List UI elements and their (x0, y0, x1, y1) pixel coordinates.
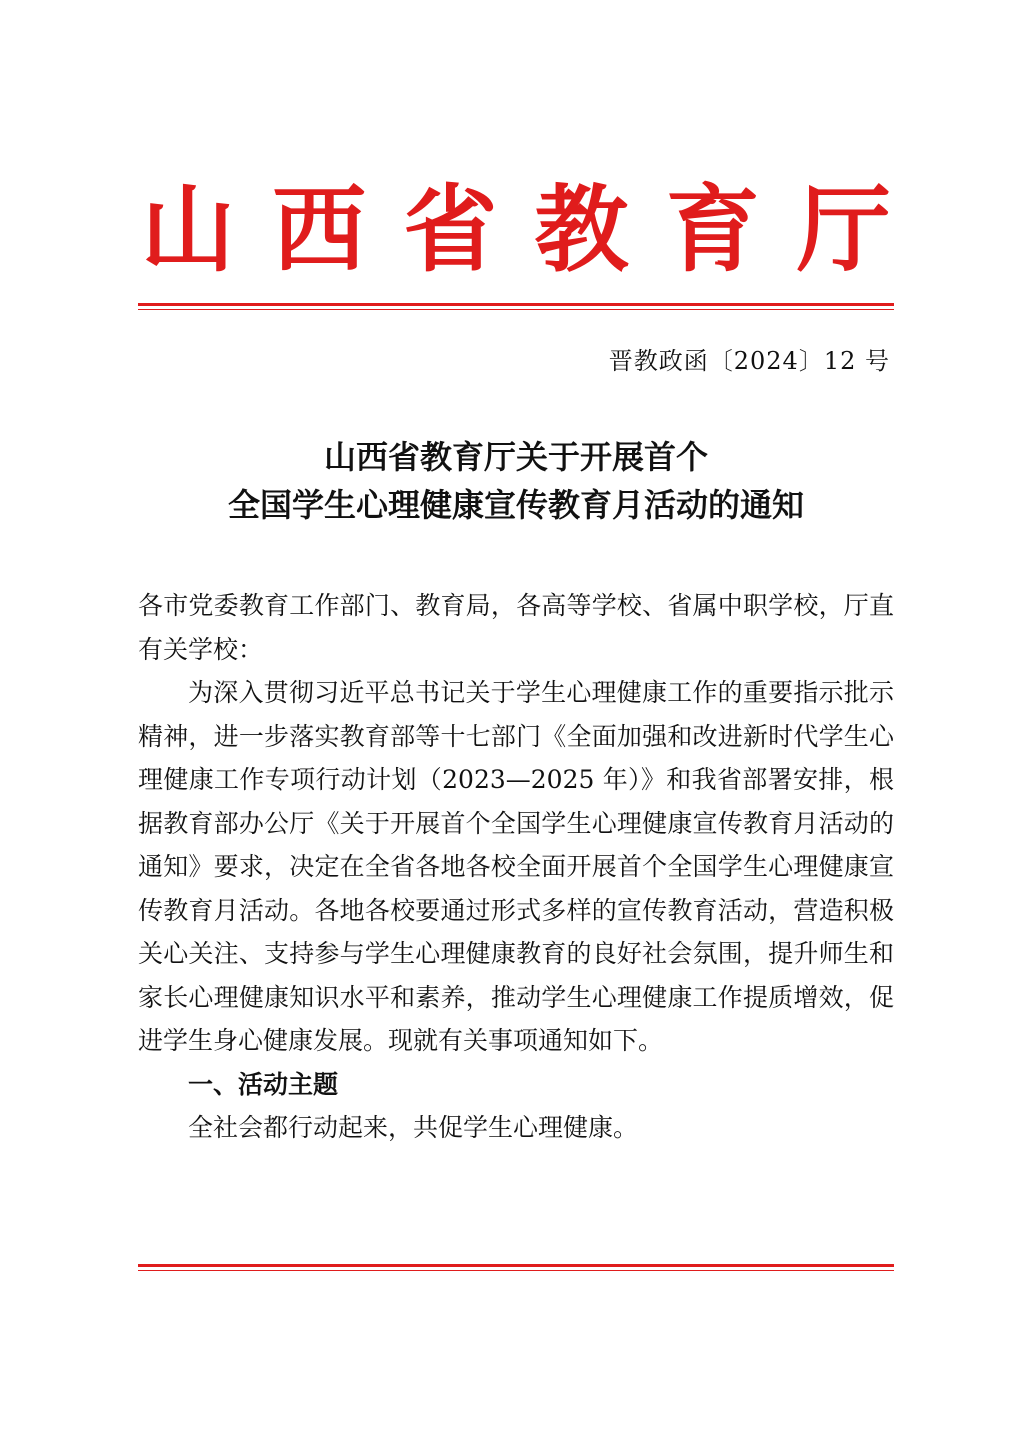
recipients: 各市党委教育工作部门、教育局，各高等学校、省属中职学校，厅直有关学校： (138, 591, 894, 664)
masthead-char: 西 (272, 175, 367, 285)
footer-divider (138, 1264, 894, 1271)
masthead-char: 山 (140, 175, 235, 285)
header-divider-thick (138, 303, 894, 306)
masthead-char: 厅 (796, 175, 891, 285)
title-line-1: 山西省教育厅关于开展首个 (323, 438, 708, 476)
issuer-masthead (138, 175, 894, 285)
footer-divider-thick (138, 1264, 894, 1267)
masthead-char: 省 (403, 175, 498, 285)
document-body (138, 584, 894, 1150)
masthead-char: 教 (534, 175, 629, 285)
header-divider (138, 303, 894, 310)
title-line-2: 全国学生心理健康宣传教育月活动的通知 (227, 486, 804, 524)
footer-divider-thin (138, 1270, 894, 1271)
document-number: 晋教政函〔2024〕12 号 (608, 347, 890, 375)
body-paragraph-1: 为深入贯彻习近平总书记关于学生心理健康工作的重要指示批示精神，进一步落实教育部等十七部门《全面加强和改进新时代学生心理健康工作专项行动计划（2023—2025 年）》和我省部署安排，根据教育部办公厅《关于开展首个全国学生心理健康宣传教育月活动的通知》要求，决定在全省各地各校全面开展首个全国学生心理健康宣传教育月活动。各地各校要通过形式多样的宣传教育活动，营造积极关心关注、支持参与学生心理健康教育的良好社会氛围，提升师生和家长心理健康知识水平和素养，推动学生心理健康工作提质增效，促进学生身心健康发展。现就有关事项通知如下。 (138, 678, 894, 1055)
section-heading-1: 一、活动主题 (188, 1069, 339, 1099)
masthead-char: 育 (665, 175, 760, 285)
header-divider-thin (138, 309, 894, 310)
document-title (138, 433, 894, 529)
section-text-1: 全社会都行动起来，共促学生心理健康。 (188, 1113, 639, 1142)
